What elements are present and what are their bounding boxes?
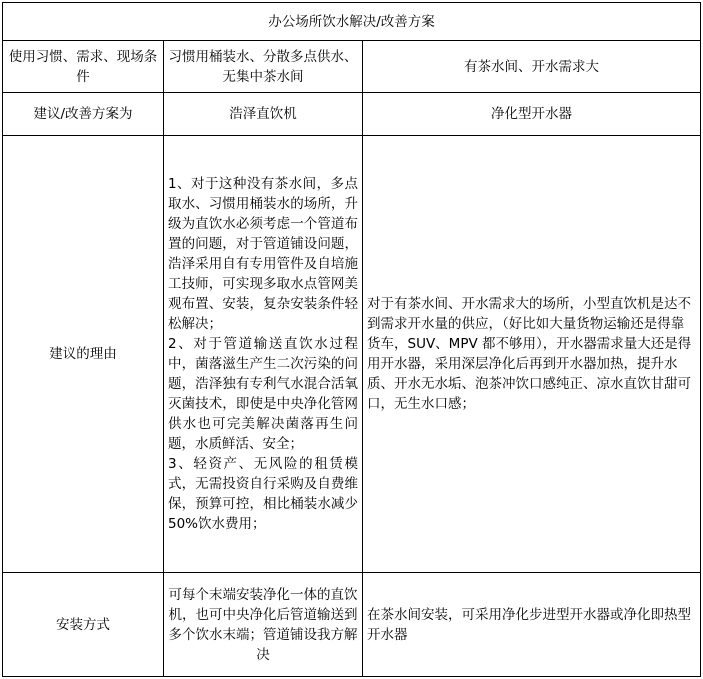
- header-scenario-no-tearoom: 习惯用桶装水、分散多点供水、无集中茶水间: [164, 41, 363, 93]
- reason-direct-drinking-text: [164, 136, 363, 573]
- install-direct-drinking-text: 可每个末端安装净化一体的直饮机，也可中央净化后管道输送到多个饮水末端；管道铺设我方解决: [164, 573, 363, 677]
- reason-item: 3、轻资产、无风险的租赁模式，无需投资自行采购及自费维保，预算可控，相比桶装水减少 50%饮水费用；: [168, 456, 358, 532]
- recommend-direct-drinking-machine: 浩泽直饮机: [164, 93, 363, 136]
- install-water-boiler-text: 在茶水间安装，可采用净化步进型开水器或净化即热型开水器: [363, 573, 701, 677]
- recommend-water-boiler: 净化型开水器: [363, 93, 701, 136]
- table-title: 办公场所饮水解决/改善方案: [3, 3, 701, 41]
- install-label: 安装方式: [3, 573, 164, 677]
- reason-label: 建议的理由: [3, 136, 164, 573]
- reason-item: 1、对于这种没有茶水间，多点取水、习惯用桶装水的场所，升级为直饮水必须考虑一个管道布置的问题，对于管道铺设问题，浩泽采用自有专用管件及自培施工技师，可实现多取水点管网美观布置、安装，复杂安装条件轻松解决；: [168, 176, 358, 332]
- reason-water-boiler-text: 对于有茶水间、开水需求大的场所，小型直饮机是达不到需求开水量的供应，（好比如大量货物运输还是得靠货车，SUV、MPV 都不够用），开水器需求量大还是得用开水器，采用深层净化后再到开水器加热，提升水质、开水无水垢、泡茶冲饮口感纯正、凉水直饮甘甜可口，无生水口感；: [363, 136, 701, 573]
- header-scenario-tearoom: 有茶水间、开水需求大: [363, 41, 701, 93]
- header-usage-label: 使用习惯、需求、现场条件: [3, 41, 164, 93]
- recommend-label: 建议/改善方案为: [3, 93, 164, 136]
- reason-item: 2、对于管道输送直饮水过程中，菌落滋生产生二次污染的问题，浩泽独有专利气水混合活氧灭菌技术，即使是中央净化管网供水也可完美解决菌落再生问题，水质鲜活、安全；: [168, 336, 358, 452]
- solution-table: [2, 2, 701, 677]
